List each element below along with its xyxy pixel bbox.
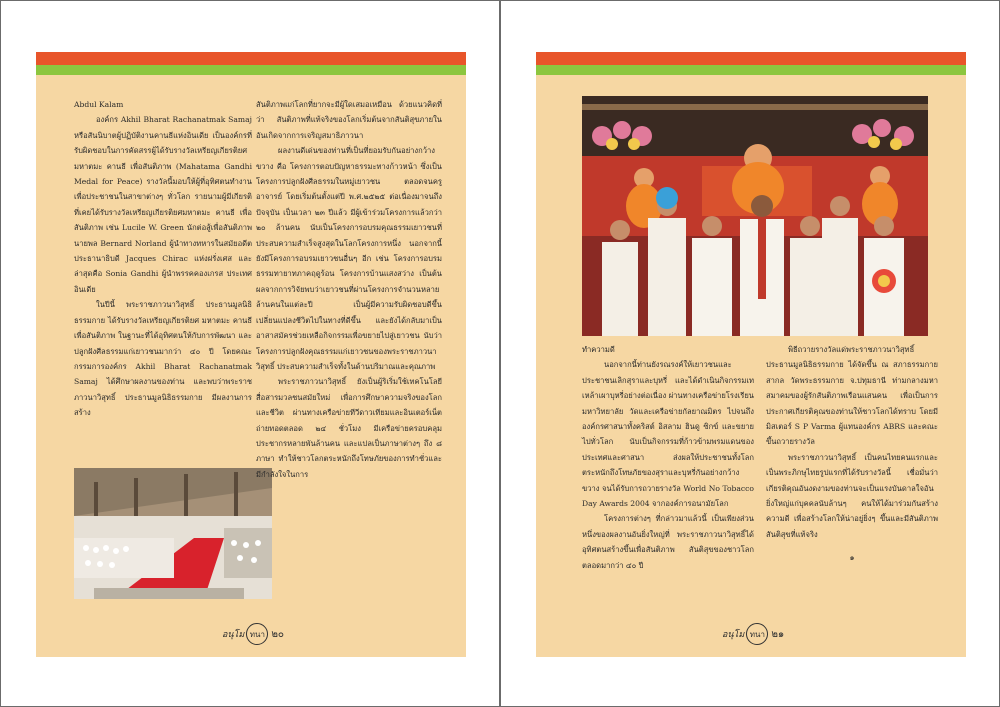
right-sheet — [500, 0, 1000, 707]
right-page — [536, 52, 966, 657]
paragraph: ทำความดี — [582, 345, 615, 354]
footer-logo-text: อนุโม — [222, 630, 245, 640]
paragraph: พระราชภาวนาวิสุทธิ์ ยังเป็นผู้ริเริ่มใช้เทคโนโลยีสื่อสารมวลชนสมัยใหม่ เพื่อการศึกษาความจริงของโลกและชีวิต ผ่านทางเครือข่ายทีวีดาวเทียมและอินเตอร์เน็ต ถ่ายทอดตลอด ๒๔ ชั่วโมง มีเครือข่ายครอบคลุมประชากรหลายพันล้านคน และแปลเป็นภาษาต่างๆ ถึง ๘ ภาษา ทำให้ชาวโลกตระหนักถึงโทษภัยของการทำชั่วและมีกำลังใจในการ — [256, 377, 442, 479]
footer-logo — [722, 623, 768, 645]
header-band-green — [36, 65, 466, 75]
left-column-1 — [74, 97, 252, 421]
paragraph: สันติภาพแก่โลกที่ยากจะมีผู้ใดเสมอเหมือน ด้วยแนวคิดที่ว่า สันติภาพที่แท้จริงของโลกเริ่มต้นจากสันติสุขภายใน อันเกิดจากการเจริญสมาธิภาวนา — [256, 100, 442, 140]
paragraph: โครงการต่างๆ ที่กล่าวมาแล้วนี้ เป็นเพียงส่วนหนึ่งของผลงานอันยิ่งใหญ่ที่ พระราชภาวนาวิสุทธิ์ได้อุทิศตนสร้างขึ้นเพื่อสันติภาพ สันติสุขของชาวโลกตลอดมากว่า ๔๐ ปี — [582, 514, 754, 570]
header-band-green — [536, 65, 966, 75]
paragraph: พระราชภาวนาวิสุทธิ์ เป็นคนไทยคนแรกและเป็นพระภิกษุไทยรูปแรกที่ได้รับรางวัลนี้ เชื่อมั่นว่า เกียรติคุณอันงดงามของท่านจะเป็นแรงบันดาลใจอันยิ่งใหญ่แก่บุคคลนับล้านๆ คนให้ได้มาร่วมกันสร้างความดี เพื่อสร้างโลกให้น่าอยู่ยิ่งๆ ขึ้นและมีสันติภาพ สันติสุขที่แท้จริง — [766, 452, 938, 539]
paragraph: Abdul Kalam — [74, 100, 124, 109]
paragraph: นอกจากนี้ท่านยังรณรงค์ให้เยาวชนและประชาชนเลิกสุราและบุหรี่ และได้ดำเนินกิจกรรมเทเหล้าเผาบุหรี่อย่างต่อเนื่อง ผ่านทางเครือข่ายโรงเรียน มหาวิทยาลัย วัดและเครือข่ายกัลยาณมิตร ไปจนถึงองค์กรศาสนาทั้งคริสต์ อิสลาม ฮินดู ซิกข์ และขยายไปทั่วโลก นับเป็นกิจกรรมที่ก้าวข้ามพรมแดนของประเทศและศาสนา ส่งผลให้ประชาชนทั้งโลกตระหนักถึงโทษภัยของสุราและบุหรี่กันอย่างกว้างขวาง จนได้รับการถวายรางวัล World No Tobacco Day Awards 2004 จากองค์การอนามัยโลก — [582, 360, 754, 509]
header-band-orange — [36, 52, 466, 65]
end-mark: ๑ — [849, 553, 855, 563]
left-column-2 — [256, 97, 442, 482]
right-column-2 — [766, 342, 938, 566]
footer-logo-text: อนุโม — [722, 630, 745, 640]
page-number: ๒๐ — [271, 628, 285, 640]
award-ceremony-photo — [582, 96, 928, 336]
footer-logo — [222, 623, 268, 645]
right-footer — [722, 623, 784, 645]
paragraph: ผลงานดีเด่นของท่านที่เป็นที่ยอมรับกันอย่างกว้างขวาง คือ โครงการตอบปัญหาธรรมะทางก้าวหน้า ซึ่งเป็นโครงการปลูกฝังศีลธรรมในหมู่เยาวชน ตลอดจนครูอาจารย์ โดยเริ่มต้นตั้งแต่ปี พ.ศ.๒๕๒๕ ต่อเนื่องมาจนถึงปัจจุบัน เป็นเวลา ๒๓ ปีแล้ว มีผู้เข้าร่วมโครงการแล้วกว่า ๒๐ ล้านคน นับเป็นโครงการอบรมคุณธรรมเยาวชนที่ประสบความสำเร็จสูงสุดในโลกโครงการหนึ่ง นอกจากนี้ยังมีโครงการอบรมเยาวชนอื่นๆ อีก เช่น โครงการอบรมธรรมทายาทภาคฤดูร้อน โครงการบ้านแสงสว่าง เป็นต้น ผลจากการวิจัยพบว่าเยาวชนที่ผ่านโครงการจำนวนหลายล้านคนในแต่ละปี เป็นผู้มีความรับผิดชอบดีขึ้น เปลี่ยนแปลงชีวิตไปในทางที่ดีขึ้น และยังได้กลับมาเป็นอาสาสมัครช่วยเหลือกิจกรรมเพื่อขยายไปสู่เยาวชน นับว่าโครงการปลูกฝังคุณธรรมแก่เยาวชนของพระราชภาวนาวิสุทธิ์ ประสบความสำเร็จทั้งในด้านปริมาณและคุณภาพ — [256, 146, 442, 371]
footer-logo-badge: ทนา — [246, 623, 268, 645]
paragraph: ในปีนี้ พระราชภาวนาวิสุทธิ์ ประธานมูลนิธิธรรมกาย ได้รับรางวัลเหรียญเกียรติยศ มหาตมะ คานธี เพื่อสันติภาพ ในฐานะที่ได้อุทิศตนให้กับการพัฒนา และปลูกฝังศีลธรรมแก่เยาวชนมากว่า ๔๐ ปี โดยคณะกรรมการองค์กร Akhil Bharat Rachanatmak Samaj ได้ศึกษาผลงานของท่าน และพบว่าพระราชภาวนาวิสุทธิ์ ประธานมูลนิธิธรรมกาย มีผลงานการสร้าง — [74, 300, 252, 418]
footer-logo-badge: ทนา — [746, 623, 768, 645]
header-band-orange — [536, 52, 966, 65]
page-number: ๒๑ — [771, 628, 785, 640]
left-footer — [222, 623, 284, 645]
left-page — [36, 52, 466, 657]
right-column-1 — [582, 342, 754, 573]
ceremony-hall-photo — [74, 468, 272, 599]
paragraph: พิธีถวายรางวัลแด่พระราชภาวนาวิสุทธิ์ ประธานมูลนิธิธรรมกาย ได้จัดขึ้น ณ สภาธรรมกายสากล วัดพระธรรมกาย จ.ปทุมธานี ท่ามกลางมหาสมาคมของผู้รักสันติภาพเรือนแสนคน เพื่อเป็นการประกาศเกียรติคุณของท่านให้ชาวโลกได้ทราบ โดยมีมิสเตอร์ S P Varma ผู้แทนองค์กร ABRS และคณะขึ้นถวายรางวัล — [766, 345, 938, 447]
paragraph: องค์กร Akhil Bharat Rachanatmak Samaj หรือสันนิบาตผู้ปฏิบัติงานคานธีแห่งอินเดีย เป็นองค์กรที่รับผิดชอบในการคัดสรรผู้ได้รับรางวัลเหรียญเกียรติยศ มหาตมะ คานธี เพื่อสันติภาพ (Mahatama Gandhi Medal for Peace) รางวัลนี้มอบให้ผู้ที่อุทิศตนทำงานเพื่อประชาชนในสาขาต่างๆ ทั่วโลก รายนามผู้มีเกียรติที่เคยได้รับรางวัลเหรียญเกียรติยศมหาตมะ คานธี เพื่อสันติภาพ เช่น Lucile W. Green นักต่อสู้เพื่อสันติภาพ นายพล Bernard Norland ผู้นำทางทหารในสมัยอดีตประธานาธิบดี Jacques Chirac แห่งฝรั่งเศส และล่าสุดคือ Sonia Gandhi ผู้นำพรรคคองเกรส ประเทศอินเดีย — [74, 115, 252, 294]
